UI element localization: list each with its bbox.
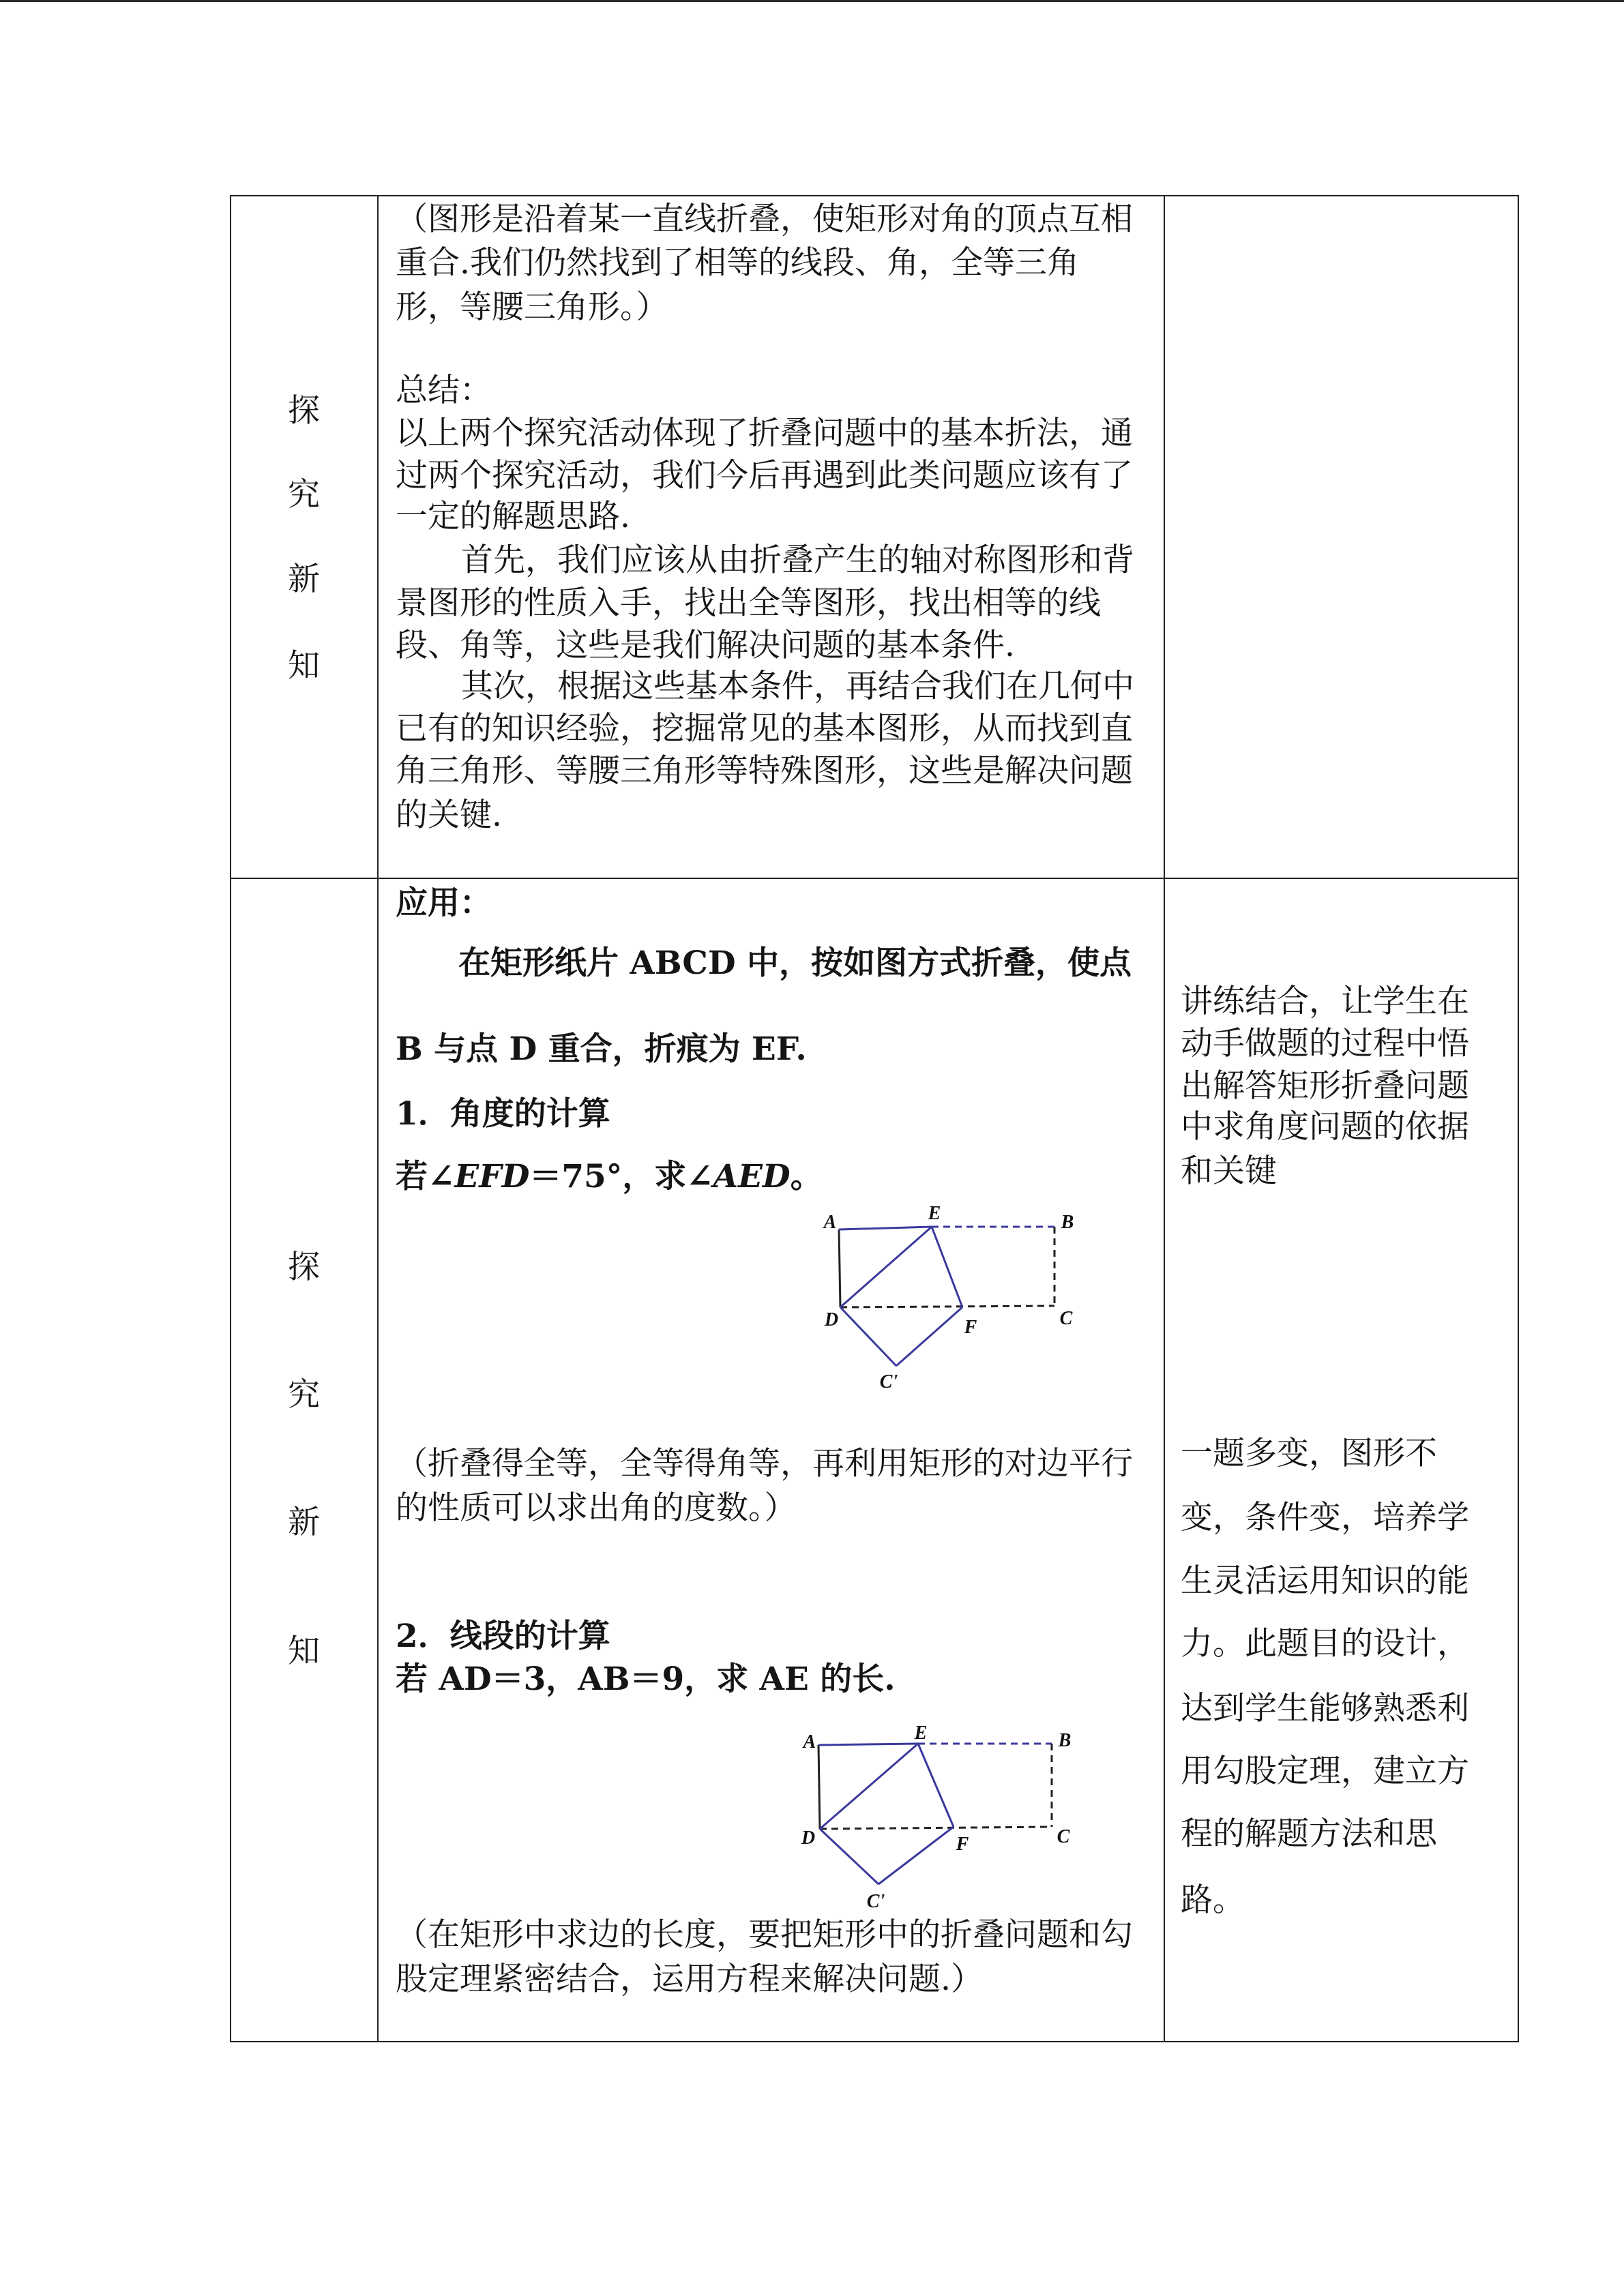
point-label-A: A (823, 1212, 837, 1233)
note-line: 讲练结合，让学生在 (1181, 983, 1469, 1020)
fold-figure-2 (778, 1712, 1091, 1916)
point-label-F: F (956, 1834, 969, 1855)
note-line: 一题多变，图形不 (1181, 1435, 1437, 1472)
angle-name: EFD (454, 1158, 530, 1195)
note-line: 用勾股定理，建立方 (1181, 1753, 1469, 1790)
problem-line: 在矩形纸片 ABCD 中，按如图方式折叠，使点 (458, 944, 1132, 982)
section-label-char: 知 (288, 1632, 320, 1670)
fold-EF (918, 1744, 954, 1827)
note-line: 达到学生能够熟悉利 (1181, 1690, 1469, 1727)
summary-line: 景图形的性质入手，找出全等图形，找出相等的线 (396, 584, 1101, 622)
column-divider-2 (1164, 195, 1165, 2042)
summary-line: 已有的知识经验，挖掘常见的基本图形，从而找到直 (396, 710, 1133, 747)
edge-AE (839, 1227, 932, 1229)
point-label-E: E (914, 1723, 928, 1744)
edge-DC-dashed (840, 1306, 1054, 1307)
point-label-D: D (801, 1828, 816, 1849)
note-line: 生灵活运用知识的能 (1181, 1562, 1469, 1600)
summary-line: 段、角等，这些是我们解决问题的基本条件. (396, 627, 1015, 664)
part2-question: 若 AD＝3，AB＝9，求 AE 的长. (396, 1660, 896, 1698)
fold-FC-prime (879, 1827, 954, 1884)
point-label-B: B (1061, 1212, 1074, 1233)
point-label-B: B (1058, 1730, 1072, 1751)
section-label-char: 探 (288, 392, 320, 430)
fold-DC-prime (840, 1307, 896, 1366)
section-label-char: 新 (288, 561, 320, 598)
summary-line: 其次，根据这些基本条件，再结合我们在几何中 (461, 668, 1134, 705)
intro-line: （图形是沿着某一直线折叠，使矩形对角的顶点互相 (396, 200, 1133, 238)
summary-line: 首先，我们应该从由折叠产生的轴对称图形和背 (461, 541, 1134, 579)
question-text: ＝75°，求∠ (529, 1158, 713, 1195)
point-label-C: C (1059, 1308, 1073, 1329)
point-label-D: D (824, 1309, 839, 1330)
note-line: 和关键 (1181, 1152, 1277, 1190)
question-text: 。 (790, 1158, 823, 1195)
application-heading: 应用： (396, 884, 492, 922)
angle-name: AED (713, 1158, 791, 1195)
section-label-char: 知 (288, 647, 320, 685)
part2-heading: 2．线段的计算 (396, 1617, 610, 1655)
point-label-C: C (1057, 1826, 1070, 1847)
page-top-rule (0, 0, 1624, 2)
point-label-C-prime: C' (866, 1891, 885, 1912)
note-line: 动手做题的过程中悟 (1181, 1025, 1469, 1062)
problem-line: B 与点 D 重合，折痕为 EF. (396, 1030, 807, 1068)
fold-DE (820, 1744, 918, 1829)
summary-line: 过两个探究活动，我们今后再遇到此类问题应该有了 (396, 457, 1133, 494)
edge-AE (818, 1744, 918, 1745)
intro-line: 重合.我们仍然找到了相等的线段、角，全等三角 (396, 244, 1079, 282)
point-label-C-prime: C' (879, 1371, 898, 1392)
edge-AD (839, 1229, 840, 1307)
note-line: 中求角度问题的依据 (1181, 1108, 1469, 1146)
point-label-F: F (964, 1317, 977, 1338)
note-line: 路。 (1181, 1881, 1245, 1919)
note-line: 程的解题方法和思 (1181, 1815, 1437, 1853)
part1-explanation-line: 的性质可以求出角的度数。） (396, 1489, 797, 1527)
section-label-char: 究 (288, 1376, 320, 1414)
edge-AD (818, 1745, 820, 1829)
section-label-char: 究 (288, 476, 320, 513)
question-text: 若∠ (396, 1158, 455, 1195)
summary-heading: 总结： (396, 372, 492, 409)
column-divider-1 (377, 195, 379, 2042)
part1-explanation-line: （折叠得全等，全等得角等，再利用矩形的对边平行 (396, 1445, 1133, 1482)
fold-DC-prime (820, 1829, 879, 1884)
note-line: 力。此题目的设计， (1181, 1625, 1469, 1663)
part2-explanation-line: 股定理紧密结合，运用方程来解决问题.） (396, 1960, 983, 1998)
fold-EF (932, 1227, 962, 1307)
summary-line: 一定的解题思路. (396, 498, 630, 535)
part2-explanation-line: （在矩形中求边的长度，要把矩形中的折叠问题和勾 (396, 1916, 1133, 1954)
section-label-char: 探 (288, 1249, 320, 1286)
part1-question (396, 1157, 823, 1197)
point-label-A: A (803, 1731, 816, 1753)
summary-line: 以上两个探究活动体现了折叠问题中的基本折法，通 (396, 415, 1133, 452)
intro-line: 形，等腰三角形。） (396, 288, 668, 326)
section-label-char: 新 (288, 1504, 320, 1541)
point-label-E: E (928, 1203, 941, 1224)
fold-FC-prime (896, 1307, 962, 1366)
edge-DC-dashed (820, 1827, 1052, 1829)
note-line: 变，条件变，培养学 (1181, 1499, 1469, 1536)
row-divider (230, 878, 1519, 879)
fold-figure-1 (784, 1187, 1098, 1398)
fold-DE (840, 1227, 932, 1307)
summary-line: 角三角形、等腰三角形等特殊图形，这些是解决问题 (396, 752, 1133, 790)
part1-heading: 1．角度的计算 (396, 1095, 610, 1133)
note-line: 出解答矩形折叠问题 (1181, 1067, 1469, 1105)
summary-line: 的关键. (396, 796, 502, 834)
